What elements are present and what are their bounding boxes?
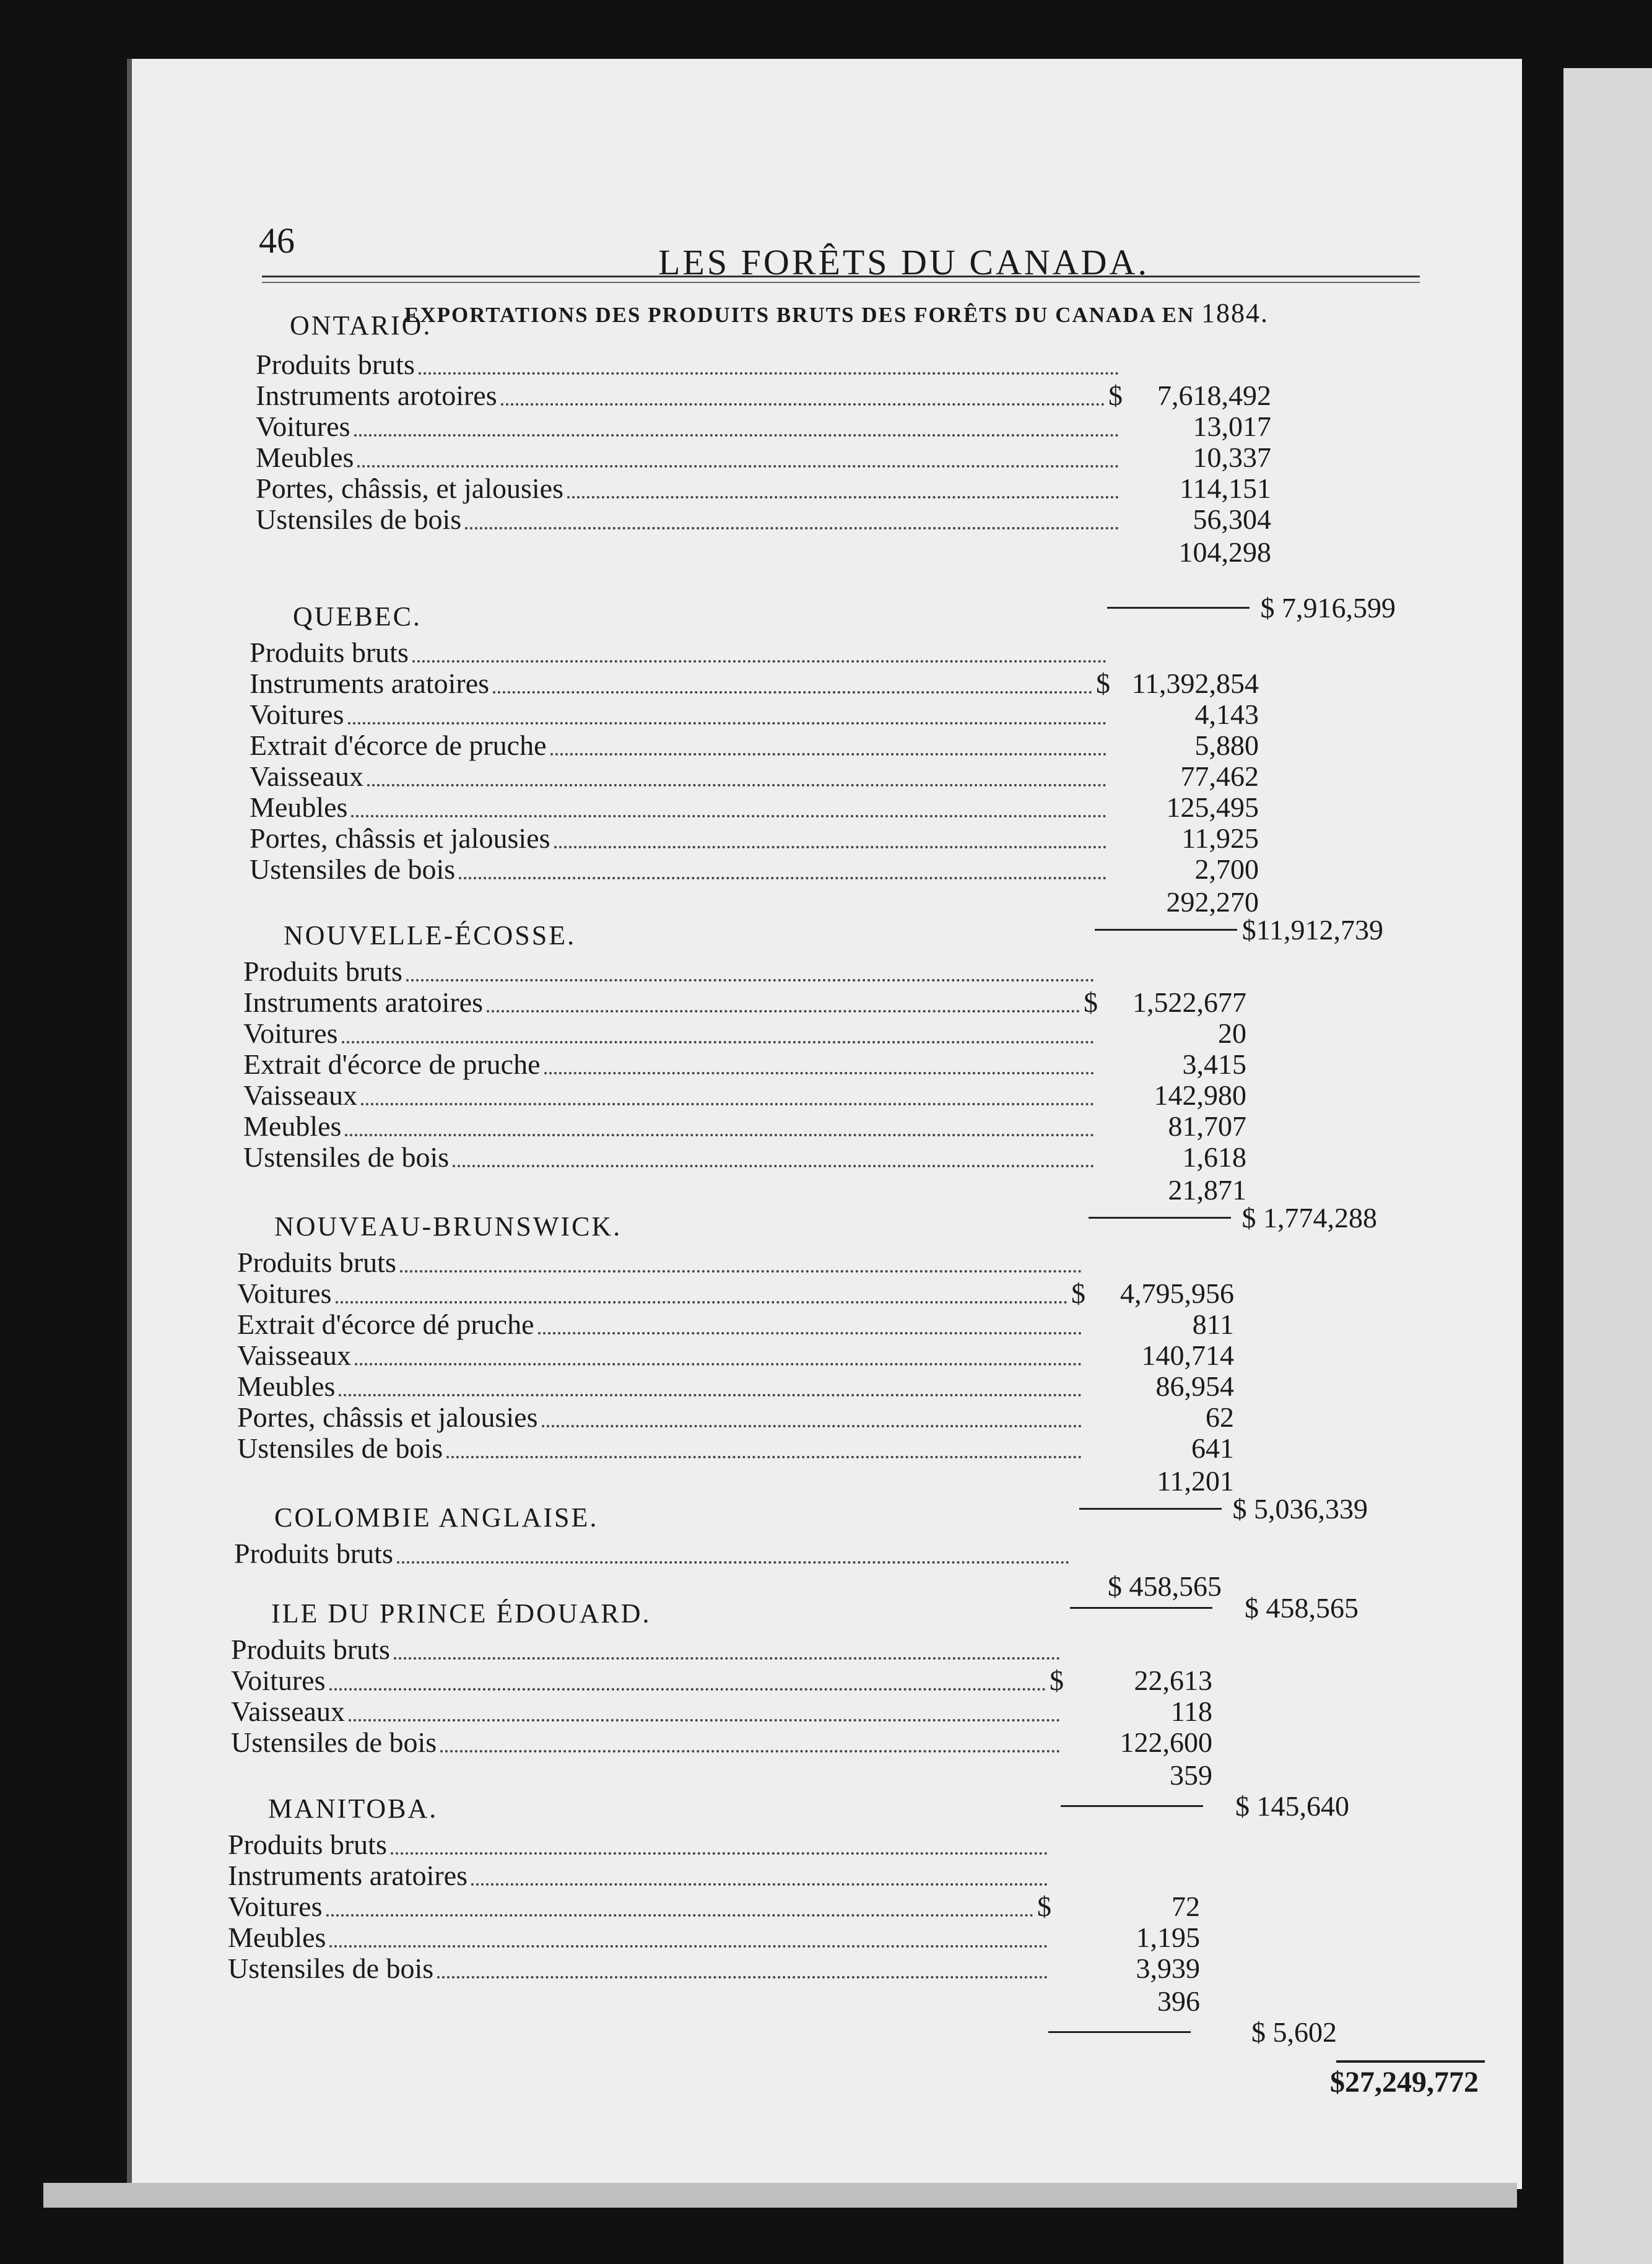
province-title: NOUVELLE-ÉCOSSE.: [284, 920, 576, 951]
leader-dots: [554, 846, 1107, 848]
leader-dots: [394, 1657, 1060, 1660]
table-row: [231, 1728, 1212, 1759]
table-row: [228, 1830, 1200, 1861]
leader-dots: [501, 403, 1105, 406]
row-label: Meubles: [243, 1110, 342, 1142]
row-label: Instruments arotoires: [256, 380, 497, 411]
table-row: [256, 443, 1271, 474]
header-rule-thin: [262, 282, 1420, 283]
leader-dots: [465, 527, 1119, 529]
row-label: Ustensiles de bois: [243, 1141, 450, 1173]
row-label: Produits bruts: [231, 1634, 390, 1665]
leader-dots: [342, 1041, 1095, 1043]
row-value: 3,415: [1182, 1048, 1246, 1080]
table-row: [250, 638, 1259, 669]
dollar-sign: $: [1071, 1278, 1085, 1309]
table-row: [256, 505, 1271, 536]
table-row: [234, 1539, 1222, 1570]
page-number: 46: [259, 220, 295, 261]
leader-dots: [437, 1976, 1048, 1979]
table-row: [250, 700, 1259, 731]
province-subtotal: [1079, 1492, 1368, 1525]
leader-dots: [397, 1561, 1069, 1564]
adjacent-page-edge: [1563, 68, 1652, 2264]
province-subtotal: [1089, 1201, 1377, 1234]
table-heading-text: EXPORTATIONS DES PRODUITS BRUTS DES FORÊTS DU CANADA EN: [404, 303, 1195, 327]
province-title: NOUVEAU-BRUNSWICK.: [274, 1211, 622, 1242]
row-label: Voitures: [256, 411, 350, 442]
table-row: [256, 381, 1271, 412]
leader-dots: [329, 1945, 1048, 1948]
table-row: [231, 1635, 1212, 1666]
table-heading: [404, 297, 1269, 329]
table-row: [243, 957, 1246, 988]
table-row: [231, 1666, 1212, 1697]
document-page: [127, 59, 1522, 2189]
row-label: Produits bruts: [256, 349, 415, 380]
table-row: [243, 1081, 1246, 1112]
province-subtotal: [1061, 1790, 1349, 1822]
row-label: Instruments aratoires: [243, 986, 484, 1018]
row-label: Produits bruts: [234, 1538, 393, 1569]
leader-dots: [345, 1134, 1094, 1136]
row-label: Portes, châssis et jalousies: [237, 1401, 538, 1433]
table-row: [250, 824, 1259, 855]
row-value: 22,613: [1134, 1665, 1212, 1696]
leader-dots: [487, 1010, 1080, 1012]
row-value: 142,980: [1154, 1079, 1246, 1111]
table-heading-year: 1884.: [1201, 298, 1269, 328]
subtotal-rule: [1079, 1508, 1222, 1510]
row-label: Produits bruts: [243, 956, 402, 987]
row-value: 86,954: [1155, 1370, 1234, 1402]
row-value: 10,337: [1193, 442, 1271, 473]
row-value: 62: [1206, 1401, 1234, 1433]
subtotal-rule: [1107, 607, 1250, 609]
leader-dots: [419, 372, 1119, 375]
province-subtotal: [1070, 1591, 1359, 1624]
row-label: Portes, châssis, et jalousies: [256, 472, 563, 504]
row-value: 641: [1191, 1432, 1234, 1464]
row-value: 1,522,677: [1132, 986, 1246, 1018]
dollar-sign: $: [1096, 668, 1110, 699]
leader-dots: [446, 1456, 1082, 1458]
row-value-last: $ 458,565: [1108, 1570, 1222, 1602]
dollar-sign: $: [1108, 380, 1123, 411]
leader-dots: [354, 434, 1119, 437]
table-row: [243, 1143, 1246, 1173]
leader-dots: [339, 1394, 1082, 1396]
leader-dots: [567, 496, 1119, 499]
running-head: [132, 207, 1522, 282]
row-label: Produits bruts: [228, 1829, 387, 1860]
leader-dots: [453, 1165, 1094, 1167]
row-value: 3,939: [1136, 1953, 1200, 1984]
row-label: Vaisseaux: [237, 1339, 351, 1371]
subtotal-rule: [1095, 929, 1237, 931]
row-label: Voitures: [231, 1665, 326, 1696]
province-subtotal: [1107, 591, 1396, 624]
dollar-sign: $: [1050, 1665, 1064, 1696]
row-value: 77,462: [1180, 760, 1259, 792]
leader-dots: [459, 877, 1106, 879]
row-value-last: 11,201: [1157, 1465, 1234, 1497]
row-value-last: 104,298: [1178, 536, 1271, 568]
table-row: [237, 1341, 1234, 1372]
province-title: COLOMBIE ANGLAISE.: [274, 1502, 599, 1533]
row-label: Vaisseaux: [231, 1696, 345, 1727]
subtotal-rule: [1048, 2031, 1191, 2033]
row-label: Vaisseaux: [250, 760, 363, 792]
row-value: 125,495: [1166, 791, 1259, 823]
table-row: [250, 855, 1259, 886]
table-row: [231, 1697, 1212, 1728]
leader-dots: [440, 1750, 1060, 1752]
row-value: 4,143: [1194, 699, 1259, 730]
table-row: [243, 1050, 1246, 1081]
table-row: [256, 350, 1271, 381]
row-label: Ustensiles de bois: [256, 503, 462, 535]
row-value: 13,017: [1193, 411, 1271, 442]
page-bottom-edge: [43, 2183, 1517, 2208]
row-label: Ustensiles de bois: [250, 853, 456, 885]
leader-dots: [367, 784, 1106, 786]
leader-dots: [542, 1425, 1082, 1427]
row-value-last: 396: [1157, 1985, 1200, 2017]
leader-dots: [355, 1363, 1082, 1365]
subtotal-amount: $ 145,640: [1235, 1790, 1349, 1822]
table-row: [243, 988, 1246, 1019]
table-row: [237, 1310, 1234, 1341]
row-value: 5,880: [1194, 729, 1259, 761]
row-value: 20: [1218, 1017, 1246, 1049]
leader-dots: [329, 1688, 1046, 1691]
row-value: 122,600: [1119, 1726, 1212, 1758]
province-title: MANITOBA.: [268, 1793, 438, 1824]
subtotal-amount: $ 458,565: [1245, 1592, 1359, 1624]
row-label: Voitures: [250, 699, 344, 730]
row-value: 81,707: [1168, 1110, 1246, 1142]
table-row: [250, 793, 1259, 824]
row-value: 1,195: [1136, 1922, 1200, 1953]
row-value: 4,795,956: [1120, 1278, 1234, 1309]
leader-dots: [336, 1301, 1068, 1304]
subtotal-amount: $ 5,602: [1251, 2016, 1337, 2048]
subtotal-amount: $ 5,036,339: [1232, 1493, 1368, 1525]
row-value: 114,151: [1180, 472, 1271, 504]
row-label: Extrait d'écorce dé pruche: [237, 1308, 534, 1340]
row-label: Meubles: [256, 442, 354, 473]
row-value-last: 359: [1170, 1759, 1212, 1791]
grand-total-rule: [1336, 2060, 1485, 2063]
row-value: 140,714: [1141, 1339, 1234, 1371]
row-label: Ustensiles de bois: [228, 1953, 434, 1984]
table-row: [228, 1861, 1200, 1892]
row-label: Instruments aratoires: [228, 1860, 468, 1891]
row-value: 7,618,492: [1157, 380, 1271, 411]
row-value: 1,618: [1182, 1141, 1246, 1173]
row-label: Ustensiles de bois: [237, 1432, 443, 1464]
subtotal-amount: $11,912,739: [1241, 914, 1383, 946]
row-label: Vaisseaux: [243, 1079, 357, 1111]
leader-dots: [351, 815, 1106, 817]
province-title: QUEBEC.: [293, 601, 422, 632]
leader-dots: [357, 465, 1119, 468]
leader-dots: [348, 722, 1107, 725]
row-value: 11,925: [1181, 822, 1259, 854]
leader-dots: [544, 1072, 1094, 1074]
table-row: [228, 1954, 1200, 1985]
row-label: Extrait d'écorce de pruche: [250, 729, 547, 761]
subtotal-rule: [1089, 1217, 1231, 1219]
row-label: Voitures: [228, 1891, 323, 1922]
subtotal-amount: $ 7,916,599: [1260, 592, 1396, 624]
row-value: 811: [1192, 1308, 1234, 1340]
leader-dots: [550, 753, 1106, 755]
row-label: Portes, châssis et jalousies: [250, 822, 550, 854]
row-label: Ustensiles de bois: [231, 1726, 437, 1758]
table-row: [250, 669, 1259, 700]
row-value: 56,304: [1193, 503, 1271, 535]
row-label: Extrait d'écorce de pruche: [243, 1048, 541, 1080]
table-row: [256, 474, 1271, 505]
province-title: ILE DU PRINCE ÉDOUARD.: [271, 1598, 651, 1629]
dollar-sign: $: [1037, 1891, 1051, 1922]
grand-total: $27,249,772: [1330, 2066, 1479, 2099]
dollar-sign: $: [1084, 986, 1098, 1018]
table-row: [237, 1434, 1234, 1465]
row-label: Voitures: [243, 1017, 338, 1049]
row-label: Voitures: [237, 1278, 332, 1309]
row-label: Meubles: [237, 1370, 336, 1402]
leader-dots: [412, 660, 1106, 663]
row-label: Meubles: [228, 1922, 326, 1953]
leader-dots: [400, 1270, 1082, 1273]
table-row: [237, 1248, 1234, 1279]
table-row: [243, 1019, 1246, 1050]
row-label: Meubles: [250, 791, 348, 823]
leader-dots: [471, 1883, 1048, 1886]
row-value-last: 292,270: [1166, 886, 1259, 918]
table-row: [228, 1892, 1200, 1923]
subtotal-amount: $ 1,774,288: [1241, 1202, 1377, 1234]
leader-dots: [391, 1852, 1048, 1855]
table-row: [256, 412, 1271, 443]
leader-dots: [406, 979, 1094, 982]
leader-dots: [349, 1719, 1060, 1722]
province-title: ONTARIO.: [290, 310, 432, 341]
table-row: [228, 1923, 1200, 1954]
row-value: 11,392,854: [1131, 668, 1259, 699]
table-row: [237, 1403, 1234, 1434]
subtotal-rule: [1070, 1607, 1212, 1609]
leader-dots: [538, 1332, 1082, 1334]
running-title: LES FORÊTS DU CANADA.: [658, 242, 1149, 282]
row-value: 2,700: [1194, 853, 1259, 885]
row-value: 118: [1170, 1696, 1212, 1727]
table-row: [237, 1279, 1234, 1310]
table-row: [237, 1372, 1234, 1403]
row-value-last: 21,871: [1168, 1174, 1246, 1206]
table-row: [250, 762, 1259, 793]
header-rule: [262, 276, 1420, 277]
leader-dots: [326, 1914, 1034, 1917]
row-label: Produits bruts: [237, 1247, 396, 1278]
row-label: Produits bruts: [250, 637, 409, 668]
province-subtotal: [1095, 913, 1383, 946]
leader-dots: [361, 1103, 1094, 1105]
subtotal-rule: [1061, 1805, 1203, 1807]
leader-dots: [493, 691, 1092, 694]
table-row: [243, 1112, 1246, 1143]
province-subtotal: [1048, 2016, 1337, 2048]
row-label: Instruments aratoires: [250, 668, 490, 699]
row-value: 72: [1172, 1891, 1200, 1922]
table-row: [250, 731, 1259, 762]
